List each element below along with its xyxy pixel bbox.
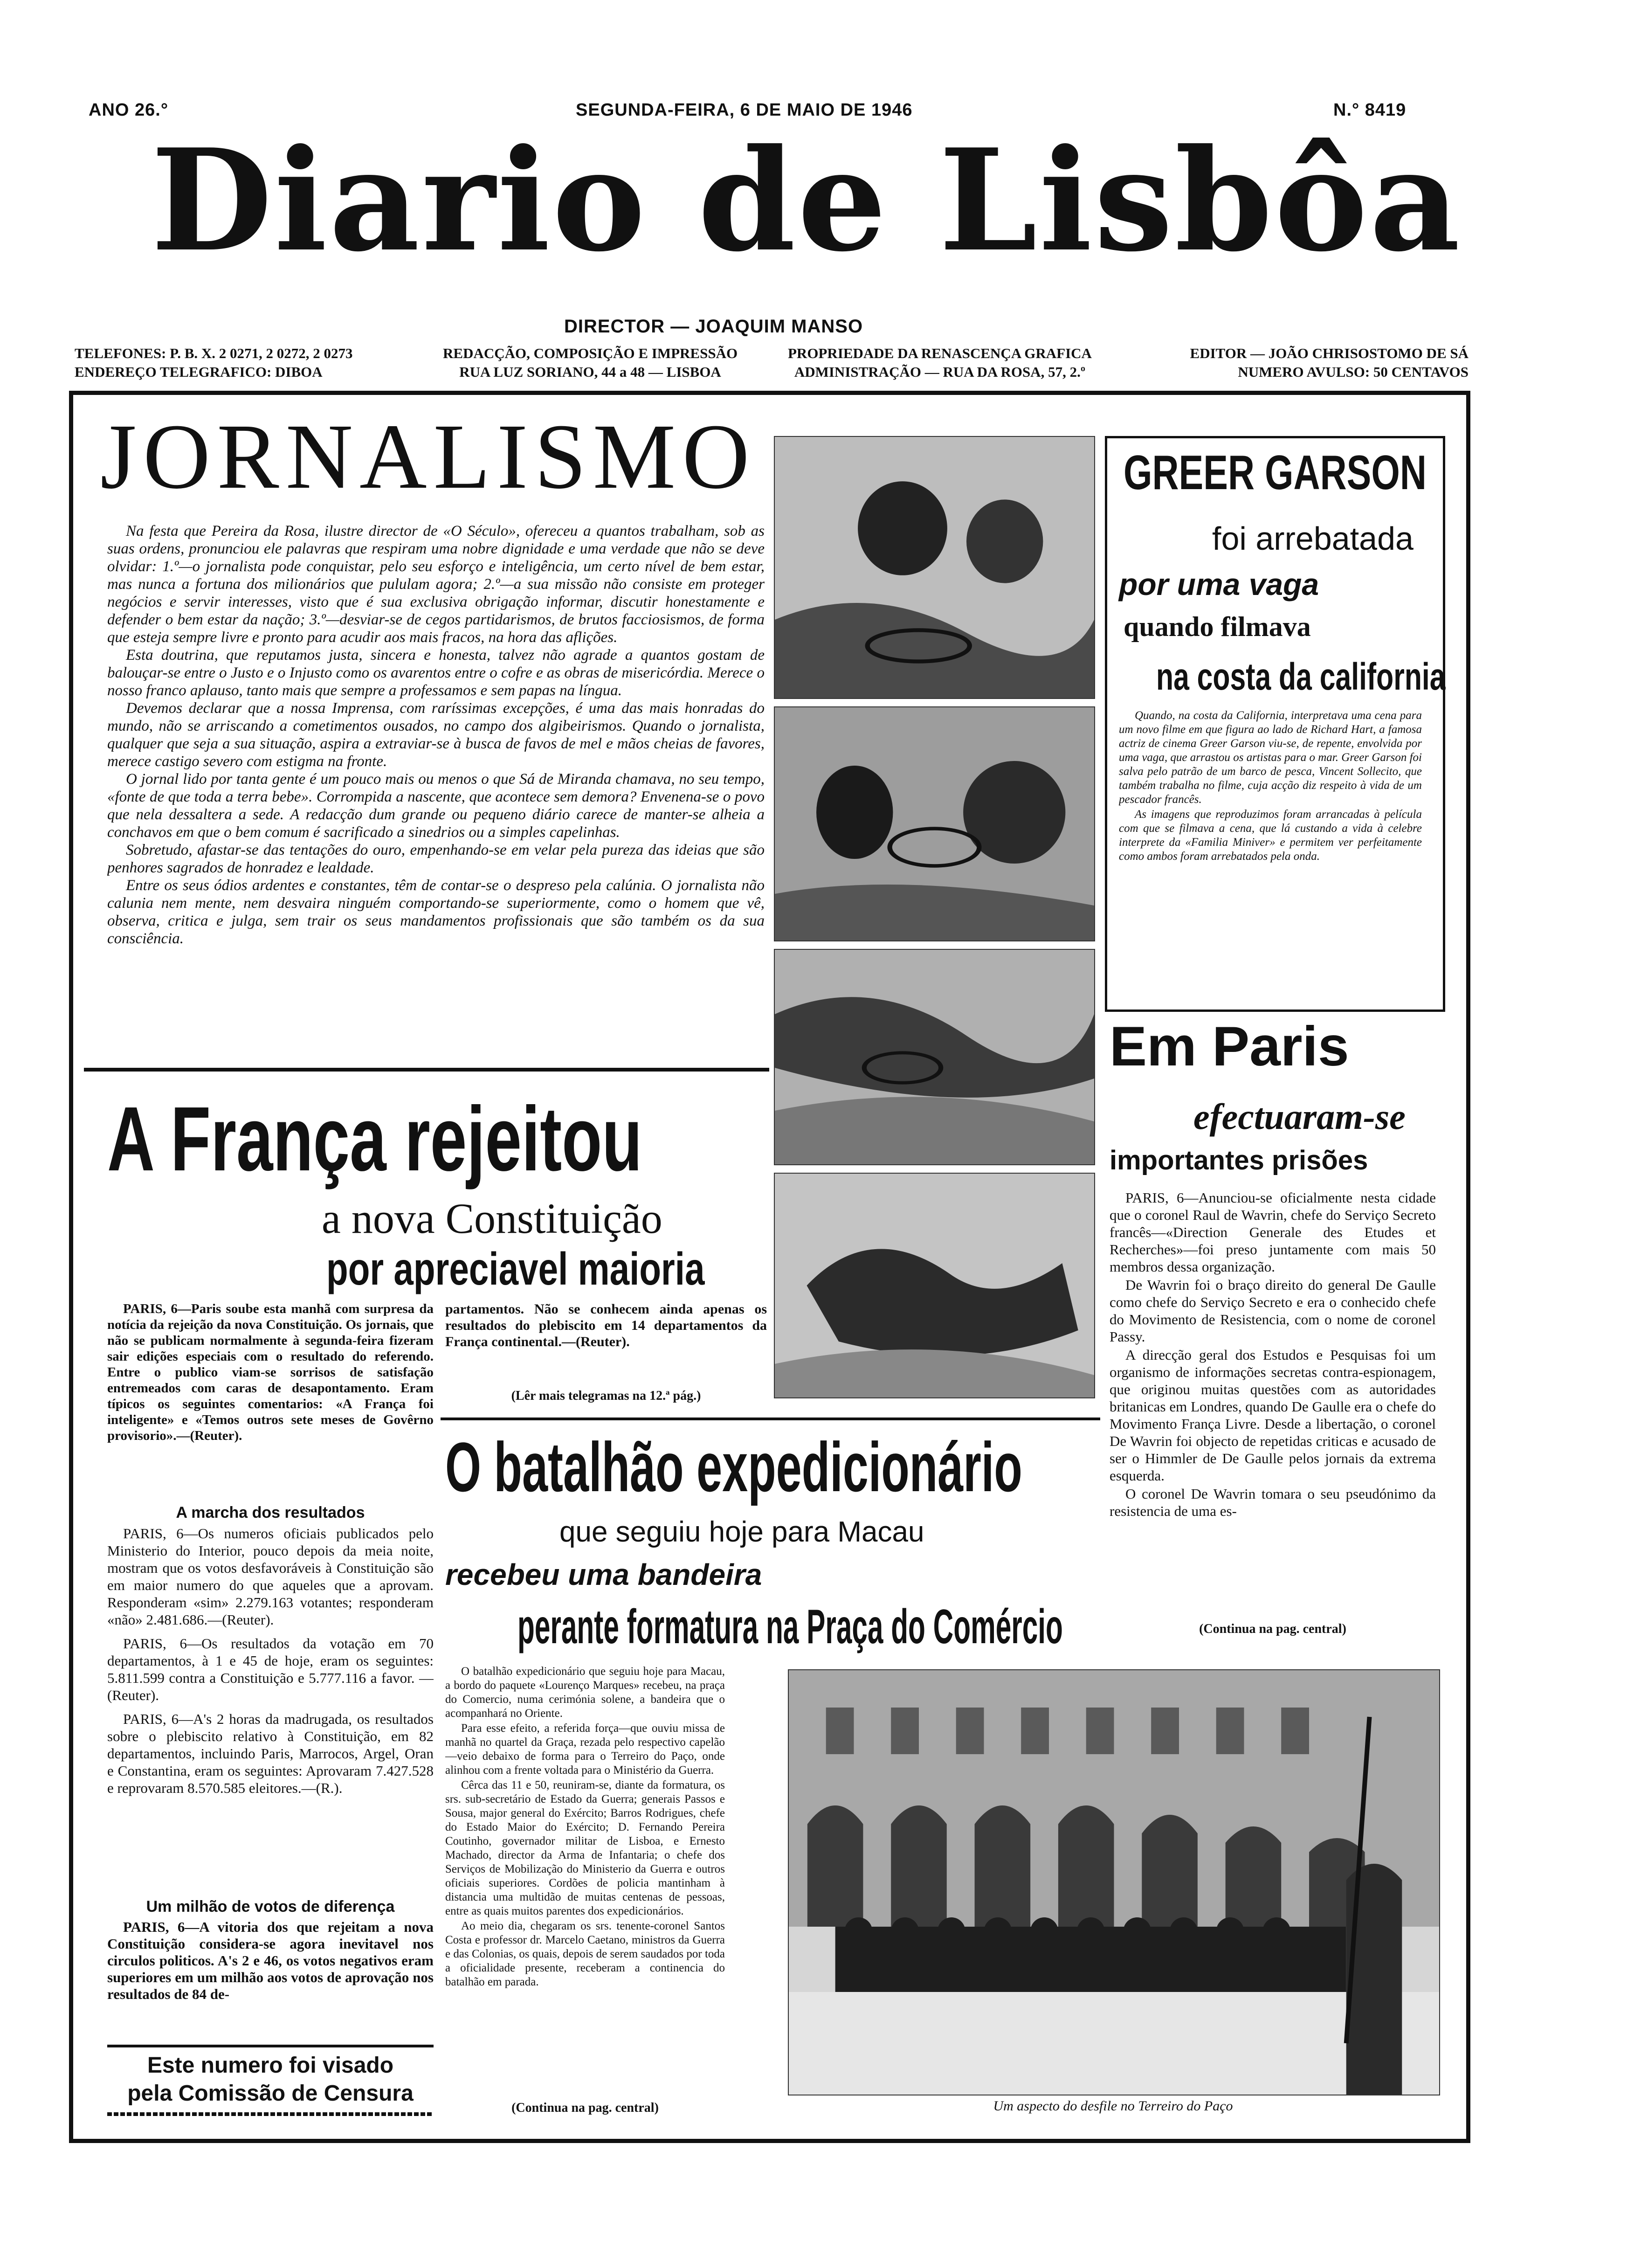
franca-lead-paragraph: PARIS, 6—Paris soube esta manhã com surpresa da notícia da rejeição da nova Constituição. Os jornais, que não se publicam normalmente à segunda-feira fizeram sair edições especiais com o resultado do referendo. Entre o publico viam-se sorrisos de satisfação entremeados com caras de desapontamento. Eram típicos os seguintes comentarios: «A França foi inteligente» e «Temos outros sete meses de Govêrno provisorio».—(Reuter). bbox=[107, 1301, 434, 1443]
paris-paragraph: O coronel De Wavrin tomara o seu pseudónimo da resistencia de uma es- bbox=[1110, 1486, 1436, 1519]
censura-line2: pela Comissão de Censura bbox=[127, 2081, 414, 2106]
film-still-photo bbox=[774, 436, 1095, 699]
jornalismo-paragraph: Sobretudo, afastar-se das tentações do ouro, empenhando-se em velar pela pureza das ideias que são penhores sagrados de honradez e lealdade. bbox=[107, 842, 765, 876]
propriedade-line1: PROPRIEDADE DA RENASCENÇA GRAFICA bbox=[788, 345, 1092, 361]
editor-line1: EDITOR — JOÃO CHRISOSTOMO DE SÁ bbox=[1190, 345, 1469, 361]
parade-photo bbox=[788, 1669, 1440, 2095]
batalhao-paragraph: O batalhão expedicionário que seguiu hoje para Macau, a bordo do paquete «Lourenço Marques» recebeu, na praça do Comercio, numa cerimónia solene, a bandeira que o acompanhará no Oriente. bbox=[445, 1665, 725, 1720]
marcha-paragraph: PARIS, 6—A's 2 horas da madrugada, os resultados sobre o plebiscito relativo à Constituição, em 82 departamentos, incluindo Paris, Marrocos, Argel, Oran e Constantina, eram os seguintes: Aprovaram 7.427.528 e reprovaram 8.570.585 eleitores.—(R.). bbox=[107, 1711, 434, 1796]
batalhao-article bbox=[445, 1665, 725, 2084]
divider bbox=[107, 2045, 434, 2047]
franca-lead bbox=[107, 1301, 434, 1506]
jornalismo-paragraph: O jornal lido por tanta gente é um pouco mais ou menos o que Sá de Miranda chamava, no seu tempo, «fonte de que toda a terra bebe». Corrompida a nascente, que acontece sem demora? Envenena-se o povo que nela dessaltera a sede. A redacção dum grande ou pequeno diário carece de manter-se alheia a conchavos em que o bem comum é sacrificado a sinedrios ou a simples capelinhas. bbox=[107, 771, 765, 841]
jornalismo-paragraph: Na festa que Pereira da Rosa, ilustre director de «O Século», ofereceu a quantos trabalham, sob as suas ordens, pronunciou ele palavras que respiram uma nobre dignidade e uma verdade que não se deve olvidar: 1.º—o jornalista pode conquistar, pelo seu esforço e inteligência, um certo nível de bem estar, mas nunca a fortuna dos milionários que pululam agora; 2.º—a sua missão não consiste em proteger negócios e servir interesses, visto que é sua exclusiva obrigação informar, discutir honestamente e defender o bem estar da nação; 3.º—desviar-se de cegos partidarismos, de brutos facciosismos, de forma que esteja sempre livre e pronto para acudir aos mais fracos, na hora das aflições. bbox=[107, 523, 765, 646]
propriedade-info bbox=[788, 344, 1092, 381]
batalhao-sub3: perante formatura na Praça do Comércio bbox=[517, 1600, 1063, 1654]
paris-article bbox=[1110, 1189, 1436, 1618]
issue-number: N.° 8419 bbox=[1333, 100, 1407, 120]
film-stills bbox=[774, 436, 1096, 1397]
film-still-photo bbox=[774, 1173, 1095, 1398]
telegrafico: ENDEREÇO TELEGRAFICO: DIBOA bbox=[75, 364, 323, 380]
franca-lead-paragraph: partamentos. Não se conhecem ainda apenas os resultados do plebiscito em 14 departamentos da França continental.—(Reuter). bbox=[445, 1301, 767, 1349]
propriedade-line2: ADMINISTRAÇÃO — RUA DA ROSA, 57, 2.º bbox=[794, 364, 1086, 380]
divider bbox=[1105, 1010, 1441, 1012]
redaccao-info bbox=[443, 344, 738, 381]
paris-paragraph: De Wavrin foi o braço direito do general De Gaulle como chefe do Serviço Secreto e era o conhecido chefe do Movimento de Resistencia, com o nome de coronel Passy. bbox=[1110, 1277, 1436, 1345]
parade-photo-caption: Um aspecto do desfile no Terreiro do Paço bbox=[993, 2098, 1233, 2114]
batalhao-sub1: que seguiu hoje para Macau bbox=[559, 1516, 924, 1548]
garson-article bbox=[1119, 709, 1422, 993]
garson-paragraph: Quando, na costa da California, interpretava uma cena para um novo filme em que figura ao lado de Richard Hart, a famosa actriz de cinema Greer Garson viu-se, de repente, envolvida por uma vaga, que arrastou os artistas para o mar. Greer Garson foi salva pelo patrão de um barco de pesca, Vincent Sollecito, que também trabalha no filme, cuja acção diz respeito à vida de um pescador francês. bbox=[1119, 709, 1422, 806]
franca-sub1: a nova Constituição bbox=[322, 1195, 662, 1242]
issue-year: ANO 26.° bbox=[89, 100, 169, 120]
director-line: DIRECTOR — JOAQUIM MANSO bbox=[564, 316, 863, 337]
telefones: TELEFONES: P. B. X. 2 0271, 2 0272, 2 0273 bbox=[75, 345, 353, 361]
censura-line1: Este numero foi visado bbox=[147, 2053, 394, 2078]
redaccao-line1: REDACÇÃO, COMPOSIÇÃO E IMPRESSÃO bbox=[443, 345, 738, 361]
divider bbox=[84, 1068, 769, 1072]
milhao-paragraph: PARIS, 6—A vitoria dos que rejeitam a nova Constituição considera-se agora inevitavel nos circulos politicos. A's 2 e 46, os votos negativos eram superiores em um milhão aos votos de aprovação nos resultados de 84 de- bbox=[107, 1919, 434, 2002]
jornalismo-article bbox=[107, 522, 765, 1054]
film-still-photo bbox=[774, 706, 1095, 941]
jornalismo-paragraph: Devemos declarar que a nossa Imprensa, com raríssimas excepções, é uma das mais honradas do mundo, não se arriscando a cometimentos ousados, no campo dos algibeirismos. Quando o jornalista, qualquer que seja a sua situação, aspira a extraviar-se à busca de favos de mel e mãos cheias de favores, merece castigo severo com estigma na fronte. bbox=[107, 700, 765, 770]
garson-sub4: na costa da california bbox=[1156, 656, 1446, 698]
marcha-title: A marcha dos resultados bbox=[176, 1504, 365, 1521]
batalhao-paragraph: Para esse efeito, a referida força—que ouviu missa de manhã no quartel da Graça, rezada pelo respectivo capelão—veio debaixo de forma para o Terreiro do Paço, onde alinhou com a frente voltada para o Ministério da Guerra. bbox=[445, 1722, 725, 1777]
marcha-paragraph: PARIS, 6—Os numeros oficiais publicados pelo Ministerio do Interior, pouco depois da meia noite, mostram que os votos desfavoráveis à Constituição são em maior numero do que aqueles que a aprovam. Responderam «sim» 2.279.163 votantes; responderam «não» 2.481.686.—(Reuter). bbox=[107, 1525, 434, 1628]
batalhao-paragraph: Cêrca das 11 e 50, reuniram-se, diante da formatura, os srs. sub-secretário de Estado da Guerra; generais Passos e Sousa, major general do Exército; Barros Rodrigues, chefe do Estado Maior do Exército; D. Fernando Pereira Coutinho, governador militar de Lisboa, e Ernesto Machado, director da Arma de Infantaria; o chefe dos Serviços de Mobilização do Ministerio da Guerra e outros oficiais superiores. Cordões de policia mantinham à distancia uma multidão de muitas centenas de pessoas, entre as quais muitos parentes dos expedicionários. bbox=[445, 1779, 725, 1917]
film-still-photo bbox=[774, 949, 1095, 1165]
editor-line2: NUMERO AVULSO: 50 CENTAVOS bbox=[1238, 364, 1469, 380]
issue-date: SEGUNDA-FEIRA, 6 DE MAIO DE 1946 bbox=[576, 100, 913, 120]
paris-sub1: efectuaram-se bbox=[1193, 1096, 1406, 1137]
divider bbox=[107, 2112, 434, 2116]
redaccao-line2: RUA LUZ SORIANO, 44 a 48 — LISBOA bbox=[459, 364, 721, 380]
paris-paragraph: PARIS, 6—Anunciou-se oficialmente nesta cidade que o coronel Raul de Wavrin, chefe do Serviço Secreto francês—«Direction Generale des Etudes et Recherches»—foi preso juntamente com mais 50 membros dessa organização. bbox=[1110, 1189, 1436, 1275]
franca-lead-continued bbox=[445, 1301, 767, 1376]
garson-sub2: por uma vaga bbox=[1119, 567, 1319, 602]
paris-headline: Em Paris bbox=[1110, 1015, 1349, 1078]
franca-sub2: por apreciavel maioria bbox=[326, 1243, 705, 1294]
paris-sub2: importantes prisões bbox=[1110, 1145, 1368, 1175]
batalhao-paragraph: Ao meio dia, chegaram os srs. tenente-coronel Santos Costa e professor dr. Marcelo Caetano, ministros da Guerra e das Colonias, os quais, depois de serem saudados por toda a oficialidade presente, receberam a continencia do batalhão em parada. bbox=[445, 1920, 725, 1988]
paris-continua: (Continua na pag. central) bbox=[1199, 1622, 1346, 1636]
milhao-title: Um milhão de votos de diferença bbox=[146, 1898, 395, 1915]
more-telegrams: (Lêr mais telegramas na 12.ª pág.) bbox=[511, 1389, 701, 1403]
censura-notice bbox=[107, 2052, 434, 2108]
franca-headline: A França rejeitou bbox=[107, 1088, 642, 1190]
editor-info bbox=[1156, 344, 1469, 381]
contact-info bbox=[75, 344, 353, 381]
paris-paragraph: A direcção geral dos Estudos e Pesquisas foi um organismo de informações secretas contra-espionagem, que originou muitas questões com as autoridades britanicas em Londres, quando De Gaulle era o chefe do Movimento França Livre. Desde a libertação, o coronel De Wavrin foi objecto de repetidas criticas e acusado de ser o Himmler de De Gaulle pelos jornais da extrema esquerda. bbox=[1110, 1347, 1436, 1484]
masthead: Diario de Lisbôa bbox=[151, 118, 1462, 283]
milhao-article bbox=[107, 1919, 434, 2035]
garson-headline: GREER GARSON bbox=[1124, 446, 1427, 500]
jornalismo-paragraph: Entre os seus ódios ardentes e constantes, têm de contar-se o despreso pela calúnia. O jornalista não calunia nem mente, nem desvaira ninguém comportando-se superiormente, como o homem que vê, observa, critica e julga, sem trair os seus mandamentos profissionais que são também os da sua consciência. bbox=[107, 877, 765, 947]
garson-paragraph: As imagens que reproduzimos foram arrancadas à película com que se filmava a cena, que lá custando a vida à celebre interprete da «Familia Miniver» e permitem ver perfeitamente como ambos foram arrebatados pela onda. bbox=[1119, 808, 1422, 863]
marcha-article bbox=[107, 1525, 434, 1926]
marcha-paragraph: PARIS, 6—Os resultados da votação em 70 departamentos, à 1 e 45 de hoje, eram os seguintes: 5.811.599 contra a Constituição e 5.777.116 a favor. —(Reuter). bbox=[107, 1635, 434, 1703]
jornalismo-title: JORNALISMO bbox=[100, 405, 756, 508]
divider bbox=[441, 1418, 1100, 1420]
garson-sub1: foi arrebatada bbox=[1212, 520, 1413, 557]
garson-sub3: quando filmava bbox=[1124, 611, 1311, 642]
jornalismo-paragraph: Esta doutrina, que reputamos justa, sincera e honesta, talvez não agrade a quantos gostam de balouçar-se entre o Justo e o Injusto como os avarentos entre o cofre e as obras de misericórdia. Merece o nosso franco aplauso, tanto mais que sempre a professamos e sem papas na língua. bbox=[107, 647, 765, 699]
batalhao-sub2: recebeu uma bandeira bbox=[445, 1558, 762, 1591]
batalhao-headline: O batalhão expedicionário bbox=[445, 1428, 1022, 1506]
batalhao-continua: (Continua na pag. central) bbox=[511, 2101, 659, 2115]
